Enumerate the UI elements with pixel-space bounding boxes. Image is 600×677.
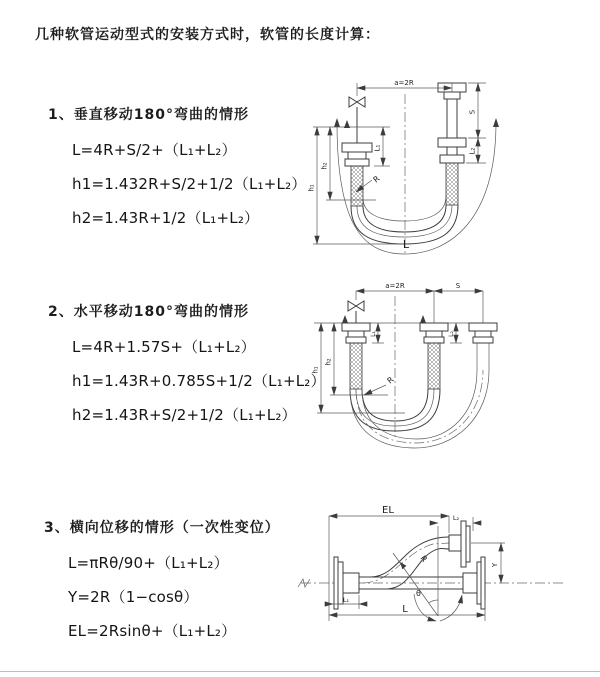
formula-h2: h2=1.43R+S/2+1/2（L₁+L₂） bbox=[72, 406, 297, 424]
dimension-s-l2 bbox=[466, 83, 486, 163]
angle-label: θ bbox=[416, 589, 421, 598]
hose-curves bbox=[350, 370, 489, 448]
formula-el: EL=2Rsinθ+（L₁+L₂） bbox=[68, 622, 237, 640]
formula-h1: h1=1.432R+S/2+1/2（L₁+L₂） bbox=[72, 175, 307, 193]
right-fitting bbox=[438, 83, 466, 205]
dimension-l2 bbox=[430, 514, 481, 616]
left-fitting bbox=[342, 143, 372, 206]
dimension-a2r bbox=[356, 282, 483, 323]
dim-label-s: S bbox=[468, 109, 477, 115]
diagram-vertical-u-bend-svg bbox=[300, 70, 595, 265]
dim-label-l1: L₁ bbox=[373, 144, 382, 152]
dim-label-h1: h₁ bbox=[311, 366, 320, 374]
left-fitting bbox=[342, 323, 370, 389]
page-bottom-rule bbox=[0, 671, 600, 672]
upper-right-flange bbox=[449, 521, 470, 567]
dim-label-h2: h₂ bbox=[320, 162, 329, 170]
radius-label: R bbox=[371, 174, 382, 185]
section-vertical-movement bbox=[48, 104, 318, 242]
formula-y: Y=2R（1−cosθ） bbox=[68, 588, 199, 606]
formula-h1: h1=1.43R+0.785S+1/2（L₁+L₂） bbox=[72, 372, 326, 390]
section-3-heading: 3、横向位移的情形（一次性变位） bbox=[44, 520, 280, 536]
diagram-horizontal-u-bend-svg bbox=[300, 278, 595, 463]
dimension-s bbox=[434, 282, 483, 291]
length-label: L bbox=[402, 238, 410, 251]
valve-icon bbox=[349, 97, 365, 143]
dim-label-l2: L₂ bbox=[448, 331, 455, 337]
dim-label-el: EL bbox=[382, 505, 394, 516]
formula-length: L=4R+S/2+（L₁+L₂） bbox=[72, 141, 237, 159]
dim-label-a2r: a=2R bbox=[385, 282, 405, 290]
dimension-l1 bbox=[374, 127, 391, 166]
formula-length: L=4R+1.57S+（L₁+L₂） bbox=[72, 338, 256, 356]
dimension-l bbox=[329, 599, 485, 621]
dim-label-l2: L₂ bbox=[468, 147, 477, 155]
section-1-heading: 1、垂直移动180°弯曲的情形 bbox=[48, 107, 249, 123]
dimension-l1 bbox=[325, 595, 367, 609]
dim-label-l1: L₁ bbox=[370, 331, 377, 337]
displaced-hose-curve bbox=[371, 537, 449, 589]
moved-fitting bbox=[469, 323, 497, 370]
radius-callout bbox=[364, 375, 396, 395]
dim-label-y: Y bbox=[491, 562, 499, 568]
section-lateral-displacement bbox=[44, 517, 314, 655]
dim-label-l2: L₂ bbox=[452, 514, 460, 522]
diagram-vertical-u-bend bbox=[300, 70, 595, 269]
dim-label-h2: h₂ bbox=[324, 358, 333, 366]
reference-line bbox=[314, 315, 497, 323]
dim-label-l1: L₁ bbox=[342, 596, 350, 604]
dim-label-l: L bbox=[402, 604, 408, 615]
middle-fitting bbox=[420, 323, 448, 389]
dimension-l1 bbox=[370, 323, 384, 343]
dim-label-a2r: a=2R bbox=[394, 79, 414, 87]
dimension-l2 bbox=[448, 323, 462, 343]
diagram-lateral-displacement-svg bbox=[293, 503, 600, 673]
diagram-horizontal-u-bend bbox=[300, 278, 595, 467]
section-2-heading: 2、水平移动180°弯曲的情形 bbox=[48, 304, 249, 320]
page-title: 几种软管运动型式的安装方式时，软管的长度计算： bbox=[35, 27, 380, 43]
radius-label: R bbox=[385, 375, 396, 386]
dim-label-s: S bbox=[455, 282, 461, 290]
radius-label: R bbox=[418, 553, 429, 564]
section-horizontal-movement bbox=[48, 301, 326, 439]
formula-h2: h2=1.43R+1/2（L₁+L₂） bbox=[72, 209, 260, 227]
diagram-lateral-displacement bbox=[293, 503, 600, 677]
formula-length: L=πRθ/90+（L₁+L₂） bbox=[68, 554, 229, 572]
dim-label-h1: h₁ bbox=[307, 184, 316, 192]
